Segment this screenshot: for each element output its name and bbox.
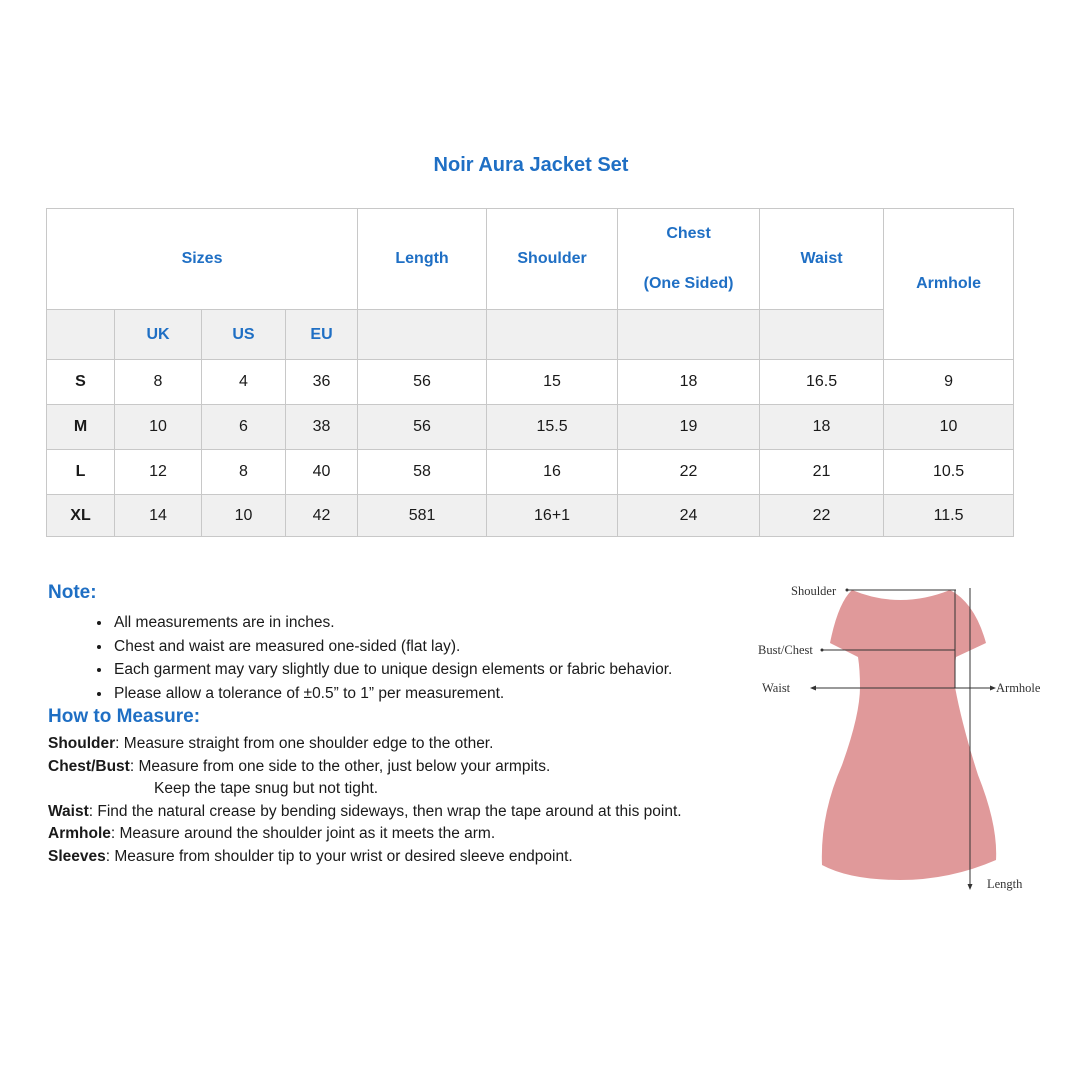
cell-shoulder: 16 [487, 450, 618, 495]
size-label: M [47, 405, 115, 450]
cell-armhole: 9 [884, 360, 1014, 405]
cell-uk: 8 [115, 360, 202, 405]
cell-shoulder: 15.5 [487, 405, 618, 450]
size-chart-table [46, 208, 1014, 537]
header-chest-line1: Chest [666, 225, 711, 242]
item-text: : Measure around the shoulder joint as it meets the arm. [110, 825, 496, 842]
item-text: : Measure straight from one shoulder edge to the other. [115, 735, 494, 752]
table-row [47, 450, 1014, 495]
cell-us: 6 [202, 405, 286, 450]
length-label: Length [987, 877, 1023, 891]
cell-chest: 18 [618, 360, 760, 405]
armhole-label: Armhole [996, 681, 1041, 695]
header-chest [618, 209, 760, 310]
item-label: Shoulder [48, 735, 116, 752]
cell-length: 56 [358, 405, 487, 450]
list-item: • Please allow a tolerance of ±0.5” to 1” per measurement. [112, 682, 832, 706]
list-item: • All measurements are in inches. [112, 611, 832, 635]
cell-waist: 18 [760, 405, 884, 450]
table-row [47, 405, 1014, 450]
header-length: Length [358, 209, 487, 310]
cell-length: 581 [358, 495, 487, 537]
header-chest-line2: (One Sided) [643, 275, 734, 292]
how-to-measure-list [48, 733, 788, 868]
size-label: L [47, 450, 115, 495]
cell-eu: 42 [286, 495, 358, 537]
cell-us: 10 [202, 495, 286, 537]
table-row [47, 360, 1014, 405]
list-item [48, 846, 788, 869]
header-shoulder: Shoulder [487, 209, 618, 310]
size-label: S [47, 360, 115, 405]
cell-shoulder: 15 [487, 360, 618, 405]
cell-armhole: 10.5 [884, 450, 1014, 495]
cell-us: 8 [202, 450, 286, 495]
page-title: Noir Aura Jacket Set [433, 154, 629, 176]
subheader-eu: EU [286, 310, 358, 360]
list-item: • Chest and waist are measured one-sided (flat lay). [112, 635, 832, 659]
subheader-blank [618, 310, 760, 360]
cell-chest: 19 [618, 405, 760, 450]
waist-label: Waist [762, 681, 791, 695]
subheader-us: US [202, 310, 286, 360]
item-text: Keep the tape snug but not tight. [154, 780, 379, 797]
item-label: Armhole [48, 825, 111, 842]
cell-waist: 21 [760, 450, 884, 495]
bust-label: Bust/Chest [758, 643, 813, 657]
item-text: : Find the natural crease by bending sideways, then wrap the tape around at this point. [88, 802, 682, 820]
item-label: Waist [48, 802, 89, 820]
size-label: XL [47, 495, 115, 537]
cell-chest: 24 [618, 495, 760, 537]
cell-uk: 14 [115, 495, 202, 537]
cell-waist: 16.5 [760, 360, 884, 405]
subheader-blank [760, 310, 884, 360]
table-row [47, 495, 1014, 537]
list-item [48, 733, 788, 756]
cell-waist: 22 [760, 495, 884, 537]
list-item [48, 778, 788, 801]
cell-armhole: 10 [884, 405, 1014, 450]
cell-shoulder: 16+1 [487, 495, 618, 537]
subheader-blank [358, 310, 487, 360]
list-item: • Each garment may vary slightly due to unique design elements or fabric behavior. [112, 658, 832, 682]
waist-arrow [810, 686, 816, 691]
shoulder-dot [846, 589, 849, 592]
item-text: : Measure from one side to the other, just below your armpits. [129, 757, 551, 775]
list-item [48, 823, 788, 846]
cell-uk: 10 [115, 405, 202, 450]
subheader-blank [487, 310, 618, 360]
cell-eu: 38 [286, 405, 358, 450]
shoulder-label: Shoulder [791, 584, 837, 598]
cell-us: 4 [202, 360, 286, 405]
list-item [48, 801, 788, 824]
dress-measurement-diagram [750, 575, 1060, 905]
item-label: Chest/Bust [48, 757, 130, 775]
cell-chest: 22 [618, 450, 760, 495]
cell-eu: 40 [286, 450, 358, 495]
header-sizes: Sizes [47, 209, 358, 310]
cell-length: 58 [358, 450, 487, 495]
subheader-uk: UK [115, 310, 202, 360]
subheader-blank [47, 310, 115, 360]
list-item [48, 756, 788, 779]
how-to-measure-heading: How to Measure: [48, 706, 201, 727]
item-label: Sleeves [48, 847, 106, 865]
item-text: : Measure from shoulder tip to your wrist or desired sleeve endpoint. [105, 847, 573, 865]
bust-dot [821, 649, 824, 652]
note-list [48, 611, 832, 705]
cell-length: 56 [358, 360, 487, 405]
header-armhole: Armhole [884, 209, 1014, 360]
note-heading: Note: [48, 582, 97, 603]
length-arrow [968, 884, 973, 890]
header-waist: Waist [760, 209, 884, 310]
cell-eu: 36 [286, 360, 358, 405]
cell-uk: 12 [115, 450, 202, 495]
cell-armhole: 11.5 [884, 495, 1014, 537]
